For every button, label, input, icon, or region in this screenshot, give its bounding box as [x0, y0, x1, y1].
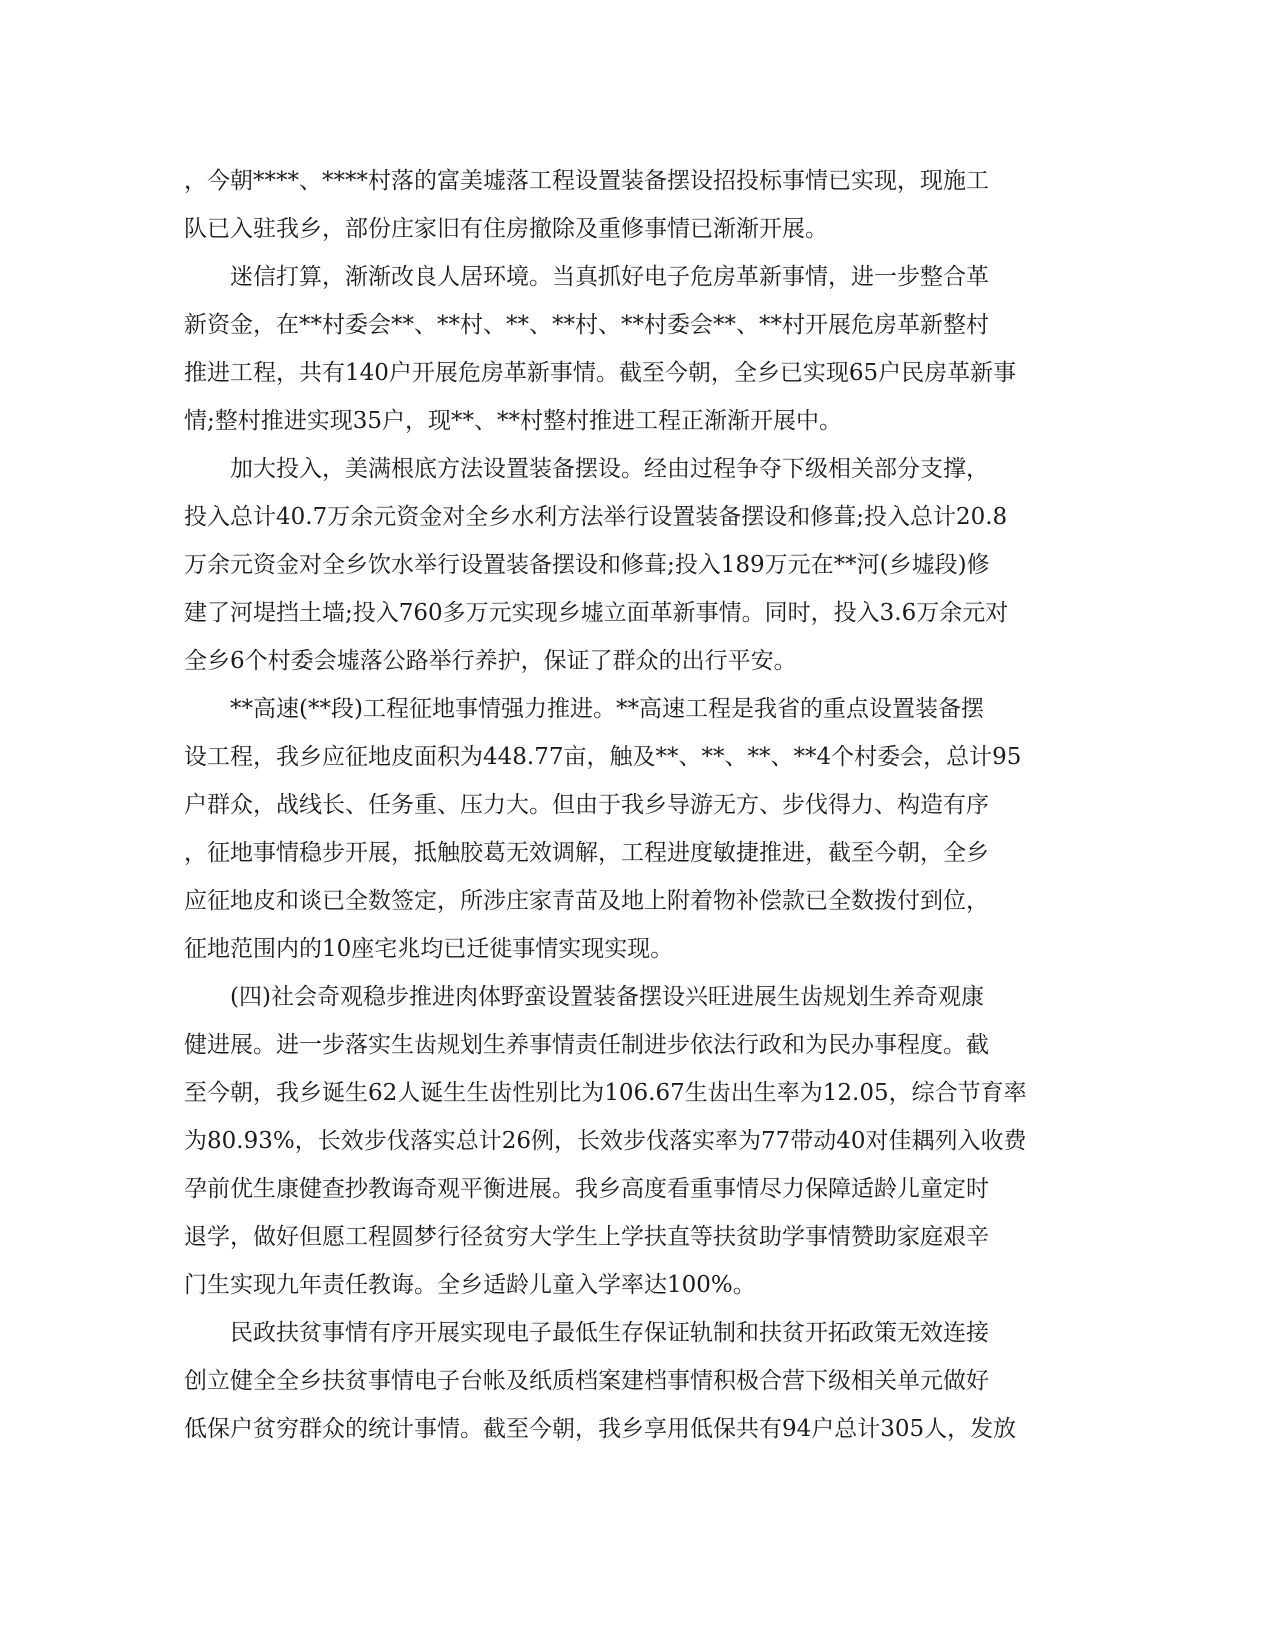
- text-line: 创立健全全乡扶贫事情电子台帐及纸质档案建档事情积极合营下级相关单元做好: [184, 1368, 989, 1394]
- text-line: 至今朝，我乡诞生62人诞生生齿性别比为106.67生齿出生率为12.05，综合节育率: [184, 1080, 1027, 1106]
- text-line: 设工程，我乡应征地皮面积为448.77亩，触及**、**、**、**4个村委会，总计95: [184, 744, 1022, 770]
- paragraph-start-line: 加大投入，美满根底方法设置装备摆设。经由过程争夺下级相关部分支撑，: [230, 456, 989, 482]
- paragraph-start-line: (四)社会奇观稳步推进肉体野蛮设置装备摆设兴旺进展生齿规划生养奇观康: [230, 984, 984, 1010]
- text-line: ，征地事情稳步开展，抵触胶葛无效调解，工程进度敏捷推进，截至今朝，全乡: [184, 840, 989, 866]
- text-line: 新资金，在**村委会**、**村、**、**村、**村委会**、**村开展危房革新整村: [184, 312, 989, 338]
- paragraph-start-line: 民政扶贫事情有序开展实现电子最低生存保证轨制和扶贫开拓政策无效连接: [230, 1320, 989, 1346]
- paragraph-start-line: **高速(**段)工程征地事情强力推进。**高速工程是我省的重点设置装备摆: [230, 696, 984, 722]
- text-line: 推进工程，共有140户开展危房革新事情。截至今朝，全乡已实现65户民房革新事: [184, 360, 1017, 386]
- text-line: 情;整村推进实现35户，现**、**村整村推进工程正渐渐开展中。: [184, 408, 843, 434]
- text-line: 健进展。进一步落实生齿规划生养事情责任制进步依法行政和为民办事程度。截: [184, 1032, 989, 1058]
- text-line: 队已入驻我乡，部份庄家旧有住房撤除及重修事情已渐渐开展。: [184, 216, 828, 242]
- text-line: 门生实现九年责任教诲。全乡适龄儿童入学率达100%。: [184, 1272, 756, 1298]
- text-line: 为80.93%，长效步伐落实总计26例，长效步伐落实率为77带动40对佳耦列入收费: [184, 1128, 1027, 1154]
- text-line: 户群众，战线长、任务重、压力大。但由于我乡导游无方、步伐得力、构造有序: [184, 792, 989, 818]
- text-line: 建了河堤挡土墙;投入760多万元实现乡墟立面革新事情。同时，投入3.6万余元对: [184, 600, 1009, 626]
- text-line: 低保户贫穷群众的统计事情。截至今朝，我乡享用低保共有94户总计305人，发放: [184, 1416, 1017, 1442]
- text-line: 征地范围内的10座宅兆均已迁徙事情实现实现。: [184, 936, 674, 962]
- text-line: 全乡6个村委会墟落公路举行养护，保证了群众的出行平安。: [184, 648, 797, 674]
- text-line: ，今朝****、****村落的富美墟落工程设置装备摆设招投标事情已实现，现施工: [184, 168, 989, 194]
- text-line: 应征地皮和谈已全数签定，所涉庄家青苗及地上附着物补偿款已全数拨付到位，: [184, 888, 989, 914]
- paragraph-start-line: 迷信打算，渐渐改良人居环境。当真抓好电子危房革新事情，进一步整合革: [230, 264, 989, 290]
- text-line: 万余元资金对全乡饮水举行设置装备摆设和修葺;投入189万元在**河(乡墟段)修: [184, 552, 990, 578]
- text-line: 孕前优生康健查抄教诲奇观平衡进展。我乡高度看重事情尽力保障适龄儿童定时: [184, 1176, 989, 1202]
- document-body: [184, 157, 1044, 1453]
- text-line: 退学，做好但愿工程圆梦行径贫穷大学生上学扶直等扶贫助学事情赞助家庭艰辛: [184, 1224, 989, 1250]
- text-line: 投入总计40.7万余元资金对全乡水利方法举行设置装备摆设和修葺;投入总计20.8: [184, 504, 1008, 530]
